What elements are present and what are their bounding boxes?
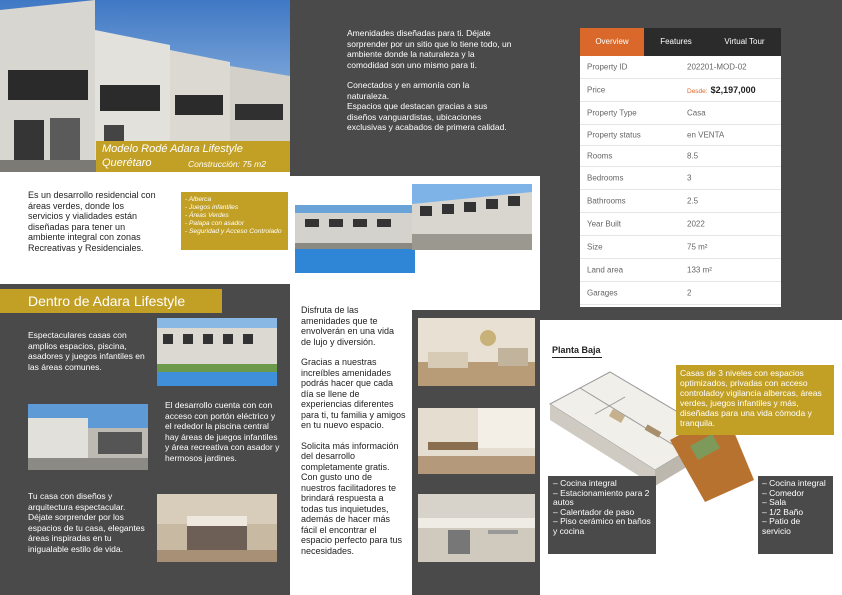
detail-row bbox=[580, 79, 781, 102]
living-room-photo bbox=[418, 318, 535, 386]
construction-label: Construcción: 75 m2 bbox=[188, 159, 266, 169]
feature-text: Comedor bbox=[769, 487, 805, 498]
detail-value-wrap bbox=[687, 266, 712, 275]
detail-row bbox=[580, 146, 781, 167]
feature-text: Cocina integral bbox=[560, 478, 617, 488]
bullet-dash: – bbox=[553, 487, 561, 498]
detail-value-wrap bbox=[687, 289, 691, 298]
price-value: $2,197,000 bbox=[710, 85, 756, 95]
detail-row bbox=[580, 213, 781, 236]
gate-photo bbox=[28, 404, 148, 470]
detail-value-wrap bbox=[687, 85, 756, 95]
middle-text bbox=[301, 305, 406, 556]
section-text-1: Espectaculares casas con amplios espacios, piscina, asadores y juegos infantiles en las áreas comunes. bbox=[28, 330, 145, 372]
detail-value: 8.5 bbox=[687, 151, 699, 161]
bullet-dash: – bbox=[762, 487, 770, 498]
detail-label: Bedrooms bbox=[587, 173, 624, 183]
plan-description: Casas de 3 niveles con espacios optimizados, privadas con acceso controladoy vigilancia albercas, áreas verdes, juegos infantiles y más, diseñadas para una vida cómoda y tranquila. bbox=[676, 365, 834, 435]
model-title: Modelo Rodé Adara Lifestyle bbox=[102, 143, 243, 155]
intro-paragraph-2: Conectados y en armonía con la naturaleza. bbox=[347, 80, 470, 101]
middle-paragraph-2: Gracias a nuestras increíbles amenidades podrás hacer que cada día se llene de experiencias diferentes para ti, tu familia y amigos en tu nuevo espacio. bbox=[301, 357, 406, 430]
tab-bar bbox=[580, 28, 781, 56]
section-title: Dentro de Adara Lifestyle bbox=[28, 293, 186, 309]
detail-label: Property ID bbox=[587, 62, 628, 72]
feature-item bbox=[762, 517, 829, 536]
detail-value: Casa bbox=[687, 108, 706, 118]
features-right-list bbox=[762, 479, 829, 536]
bullet-dash: – bbox=[553, 478, 561, 488]
amenity-item: - Alberca bbox=[185, 196, 212, 203]
hero-caption bbox=[96, 141, 290, 172]
detail-row bbox=[580, 125, 781, 146]
city-label: Querétaro bbox=[102, 157, 152, 169]
detail-value-wrap bbox=[687, 243, 707, 252]
detail-row bbox=[580, 167, 781, 190]
detail-row bbox=[580, 102, 781, 125]
feature-text: Piso cerámico en baños y cocina bbox=[553, 516, 651, 536]
bullet-dash: – bbox=[762, 506, 770, 517]
section-title-bar bbox=[0, 289, 222, 313]
detail-value-wrap bbox=[687, 152, 698, 161]
features-right-box bbox=[758, 476, 833, 554]
amenity-item: - Seguridad y Acceso Controlado bbox=[185, 228, 282, 235]
detail-value: 2.5 bbox=[687, 196, 699, 206]
tab-features[interactable]: Features bbox=[660, 37, 692, 46]
middle-paragraph-3: Solicita más información del desarrollo completamente gratis. Con gusto uno de nuestros facilitadores te brindará respuesta a todas tus inquietudes, además de hacer más fácil el encontrar el espacio perfecto para tus necesidades. bbox=[301, 440, 403, 556]
amenity-item: - Juegos infantiles bbox=[185, 204, 239, 211]
bullet-dash: – bbox=[762, 516, 770, 526]
amenity-item: - Áreas Verdes bbox=[185, 212, 229, 219]
tab-virtual-tour[interactable]: Virtual Tour bbox=[724, 37, 765, 46]
detail-row bbox=[580, 236, 781, 259]
middle-paragraph-1: Disfruta de las amenidades que te envolverán en una vida de lujo y diversión. bbox=[301, 305, 395, 347]
detail-label: Garages bbox=[587, 288, 618, 298]
detail-value: 3 bbox=[687, 173, 692, 183]
amenities-box bbox=[181, 192, 288, 250]
detail-label: Bathrooms bbox=[587, 196, 626, 206]
detail-row bbox=[580, 282, 781, 305]
bullet-dash: – bbox=[762, 497, 770, 507]
detail-value-wrap bbox=[687, 109, 706, 118]
amenity-item: - Palapa con asador bbox=[185, 220, 245, 227]
detail-value: 133 m² bbox=[687, 265, 712, 275]
intro-paragraph-1: Amenidades diseñadas para ti. Déjate sorprender por un sitio que lo tiene todo, un ambiente donde la naturaleza y la comodidad son uno mismo para ti. bbox=[347, 28, 512, 70]
feature-text: Cocina integral bbox=[769, 478, 826, 488]
detail-value: en VENTA bbox=[687, 130, 725, 140]
section-text-2: El desarrollo cuenta con con acceso con portón eléctrico y el rededor la piscina central hay áreas de juegos infantiles y área recreativa con asador y hermosos jardines. bbox=[165, 400, 280, 463]
detail-label: Property Type bbox=[587, 108, 637, 118]
bedroom-photo bbox=[157, 494, 277, 562]
property-card bbox=[580, 28, 781, 307]
detail-value: 2022 bbox=[687, 219, 705, 229]
detail-row bbox=[580, 190, 781, 213]
detail-label: Rooms bbox=[587, 151, 613, 161]
townhouses-photo bbox=[157, 318, 277, 386]
kitchen-photo bbox=[418, 494, 535, 562]
tab-overview[interactable]: Overview bbox=[580, 28, 644, 56]
detail-value: 202201-MOD-02 bbox=[687, 62, 747, 72]
detail-value-wrap bbox=[687, 63, 747, 72]
intro-paragraph-3: Espacios que destacan gracias a sus diseños vanguardistas, ubicaciones exclusivas y acabados de primera calidad. bbox=[347, 101, 507, 132]
houses-photo bbox=[412, 184, 532, 250]
detail-value-wrap bbox=[687, 197, 698, 206]
pool-photo bbox=[295, 205, 415, 273]
feature-text: Estacionamiento para 2 autos bbox=[553, 487, 650, 507]
bullet-dash: – bbox=[762, 478, 770, 488]
feature-text: Calentador de paso bbox=[560, 506, 635, 517]
detail-value-wrap bbox=[687, 174, 691, 183]
price-prefix: Desde: bbox=[687, 88, 708, 95]
dining-photo bbox=[418, 408, 535, 474]
detail-label: Year Built bbox=[587, 219, 621, 229]
feature-text: 1/2 Baño bbox=[769, 506, 804, 517]
feature-item bbox=[553, 489, 651, 508]
feature-text: Sala bbox=[769, 497, 787, 507]
bullet-dash: – bbox=[553, 506, 561, 517]
plan-label-underline bbox=[552, 357, 602, 358]
detail-value-wrap bbox=[687, 220, 705, 229]
detail-label: Property status bbox=[587, 130, 641, 140]
plan-label: Planta Baja bbox=[552, 345, 601, 355]
detail-label: Land area bbox=[587, 265, 624, 275]
intro-text bbox=[347, 28, 512, 133]
bullet-dash: – bbox=[553, 516, 561, 526]
feature-text: Patio de servicio bbox=[762, 516, 801, 536]
section-text-3: Tu casa con diseños y arquitectura espectacular. Déjate sorprender por los espacios de tu casa, elegantes áreas inspiradas en tu inigualable estilo de vida. bbox=[28, 491, 145, 554]
residential-text: Es un desarrollo residencial con áreas verdes, donde los servicios y vialidades están diseñadas para tener un ambiente integral con zonas Recreativas y Residenciales. bbox=[28, 190, 156, 253]
detail-label: Size bbox=[587, 242, 603, 252]
details-list bbox=[580, 56, 781, 305]
detail-row bbox=[580, 56, 781, 79]
amenities-list bbox=[181, 192, 288, 236]
detail-value: 75 m² bbox=[687, 242, 708, 252]
detail-value-wrap bbox=[687, 131, 724, 140]
features-left-list bbox=[553, 479, 651, 536]
detail-label: Price bbox=[587, 85, 606, 95]
feature-item bbox=[553, 517, 651, 536]
features-left-box bbox=[548, 476, 656, 554]
detail-row bbox=[580, 259, 781, 282]
detail-value: 2 bbox=[687, 288, 692, 298]
